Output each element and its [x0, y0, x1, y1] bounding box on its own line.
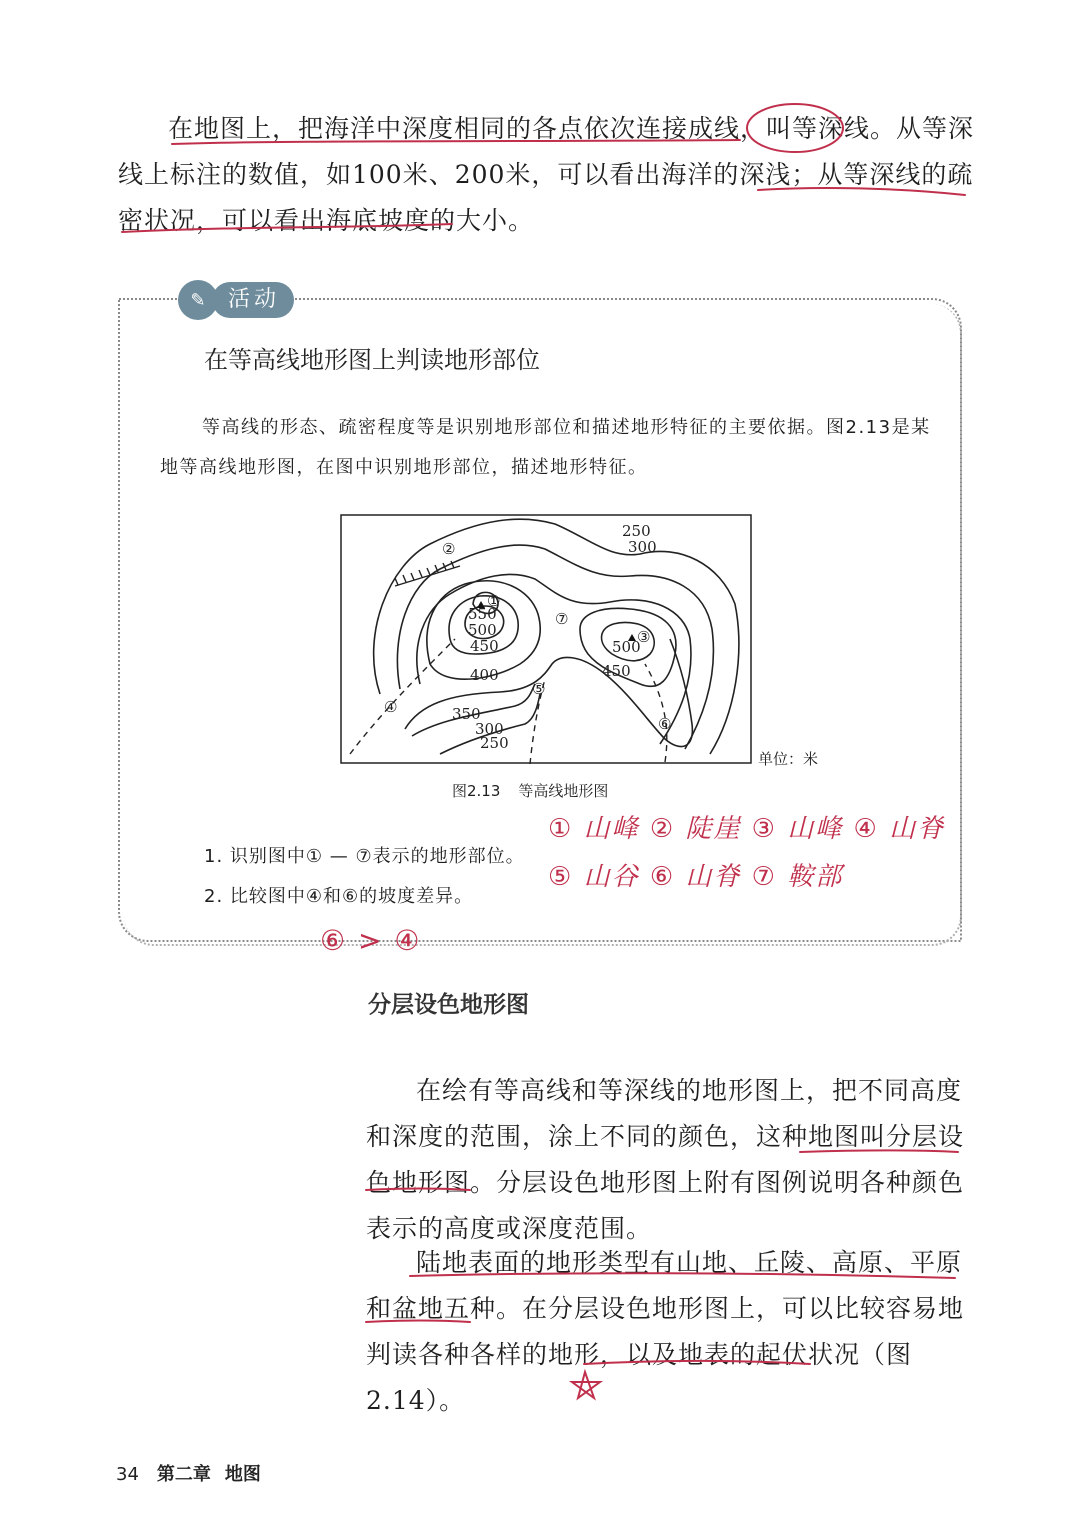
position-mark: ⑦ — [555, 610, 569, 628]
position-mark: ③ — [637, 628, 651, 646]
chapter-label: 第二章 — [156, 1464, 211, 1485]
contour-label: 500 — [468, 621, 497, 639]
position-mark: ① — [487, 592, 501, 610]
activity-body — [160, 408, 940, 488]
paragraph-landforms-text: 陆地表面的地形类型有山地、丘陵、高原、平原和盆地五种。在分层设色地形图上，可以比较容易地判读各种各样的地形，以及地表的起伏状况（图2.14）。 — [366, 1248, 965, 1415]
activity-title: 在等高线地形图上判读地形部位 — [204, 346, 540, 374]
paragraph-isobath — [118, 106, 978, 244]
activity-body-text: 等高线的形态、疏密程度等是识别地形部位和描述地形特征的主要依据。图2.13是某地等高线地形图，在图中识别地形部位，描述地形特征。 — [160, 417, 931, 478]
contour-label: 250 — [622, 522, 651, 540]
figure-caption — [452, 780, 608, 801]
question-2: 2. 比较图中④和⑥的坡度差异。 — [204, 886, 474, 907]
position-mark: ② — [442, 540, 456, 558]
paragraph-isobath-text: 在地图上，把海洋中深度相同的各点依次连接成线，叫等深线。从等深线上标注的数值，如100米、200米，可以看出海洋的深浅；从等深线的疏密状况，可以看出海底坡度的大小。 — [118, 114, 975, 235]
page-number: 34 — [116, 1464, 139, 1485]
position-mark: ⑥ — [658, 715, 672, 733]
contour-label: 500 — [612, 638, 641, 656]
caption-text: 等高线地形图 — [518, 782, 609, 800]
contour-label: 450 — [602, 662, 631, 680]
position-mark: ④ — [384, 698, 398, 716]
chapter-title: 地图 — [224, 1464, 261, 1485]
paragraph-layered-map — [366, 1068, 966, 1252]
contour-label: 250 — [480, 734, 509, 752]
contour-label: 450 — [470, 637, 499, 655]
paragraph-layered-map-text: 在绘有等高线和等深线的地形图上，把不同高度和深度的范围，涂上不同的颜色，这种地图叫分层设色地形图。分层设色地形图上附有图例说明各种颜色表示的高度或深度范围。 — [366, 1076, 965, 1243]
contour-map — [340, 514, 752, 764]
handwritten-answer-line1: ① 山峰 ② 陡崖 ③ 山峰 ④ 山脊 — [548, 814, 946, 844]
magnifier-icon: ✎ — [178, 280, 218, 320]
caption-number: 图2.13 — [452, 782, 501, 800]
contour-label: 400 — [470, 666, 499, 684]
contour-label: 350 — [452, 705, 481, 723]
activity-badge-label: 活动 — [212, 282, 294, 318]
contour-label: 300 — [475, 720, 504, 738]
position-mark: ⑤ — [532, 680, 546, 698]
section-title: 分层设色地形图 — [368, 992, 529, 1018]
activity-badge — [178, 280, 294, 320]
page-footer — [116, 1460, 261, 1486]
contour-label: 550 — [468, 605, 497, 623]
handwritten-answer-line2: ⑤ 山谷 ⑥ 山脊 ⑦ 鞍部 — [548, 862, 844, 892]
map-unit: 单位：米 — [758, 750, 819, 768]
paragraph-landforms — [366, 1240, 966, 1424]
handwritten-answer-line3: ⑥ > ④ — [320, 924, 422, 957]
contour-label: 300 — [628, 538, 657, 556]
question-1: 1. 识别图中① — ⑦表示的地形部位。 — [204, 846, 525, 867]
